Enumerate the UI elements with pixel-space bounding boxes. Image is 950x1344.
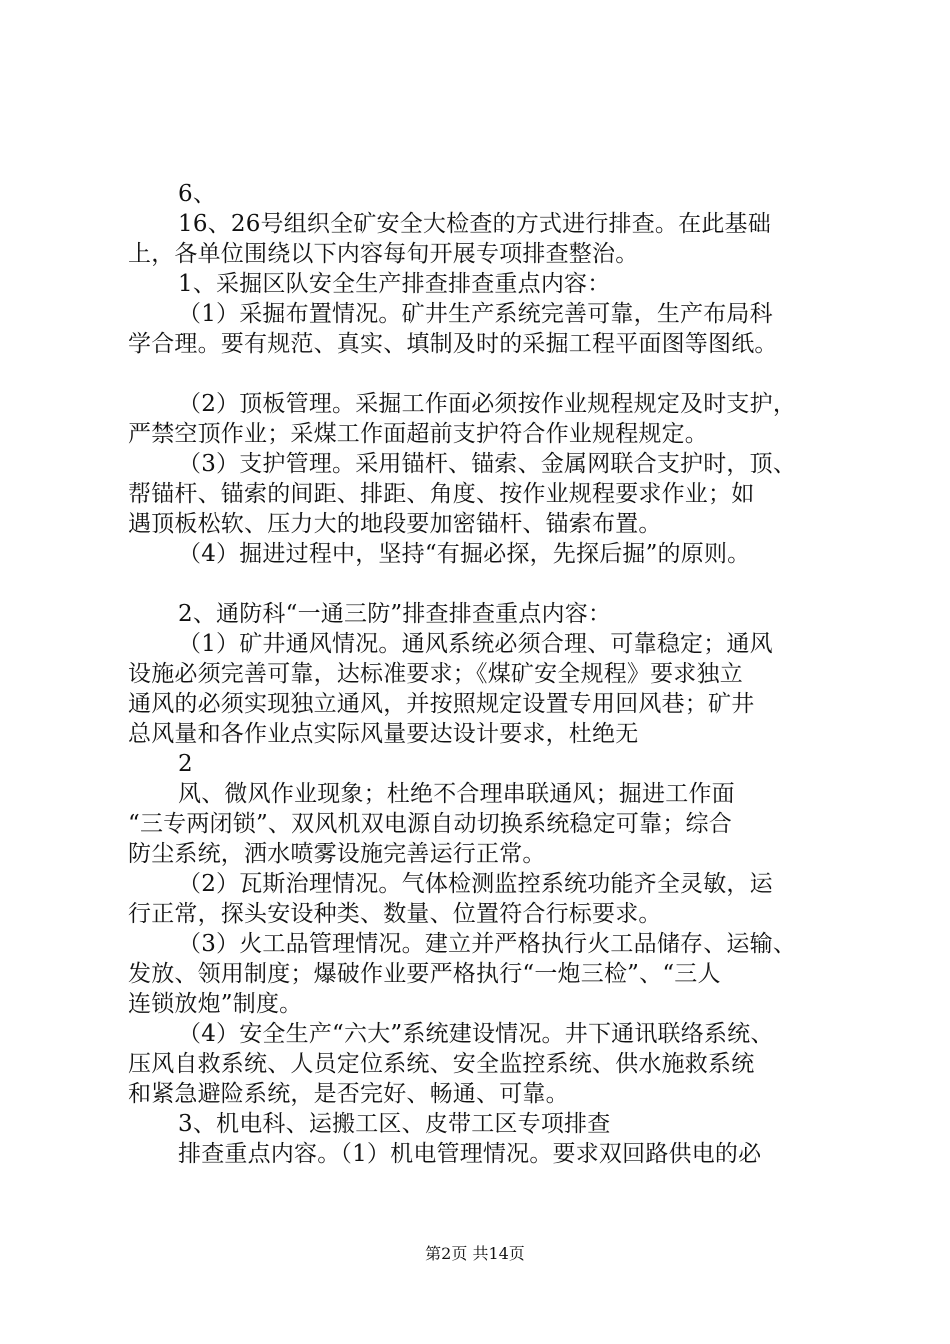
text-line: （1）采掘布置情况。矿井生产系统完善可靠，生产布局科 (178, 301, 773, 327)
page-footer: 第2页 共14页 (425, 1244, 525, 1263)
text-line: 压风自救系统、人员定位系统、安全监控系统、供水施救系统 (128, 1051, 755, 1077)
text-line: （2）顶板管理。采掘工作面必须按作业规程规定及时支护， (178, 391, 797, 417)
text-line: 3、机电科、运搬工区、皮带工区专项排查 (178, 1111, 611, 1137)
text-line: 连锁放炮”制度。 (128, 991, 303, 1017)
text-line: 发放、领用制度；爆破作业要严格执行“一炮三检”、“三人 (128, 961, 721, 987)
text-line: 风、微风作业现象；杜绝不合理串联通风；掘进工作面 (178, 781, 735, 807)
text-line: 排查重点内容。（1）机电管理情况。要求双回路供电的必 (178, 1141, 762, 1167)
text-line: 设施必须完善可靠，达标准要求；《煤矿安全规程》要求独立 (128, 661, 743, 687)
text-line: 总风量和各作业点实际风量要达设计要求，杜绝无 (128, 721, 639, 747)
text-line: 16、26号组织全矿安全大检查的方式进行排查。在此基础 (178, 211, 771, 237)
text-line: “三专两闭锁”、双风机双电源自动切换系统稳定可靠；综合 (128, 811, 732, 837)
text-line: 6、 (178, 181, 217, 207)
text-line: 和紧急避险系统，是否完好、畅通、可靠。 (128, 1081, 569, 1107)
text-line: 严禁空顶作业；采煤工作面超前支护符合作业规程规定。 (128, 421, 708, 447)
text-line: （2）瓦斯治理情况。气体检测监控系统功能齐全灵敏，运 (178, 871, 773, 897)
text-line: 通风的必须实现独立通风，并按照规定设置专用回风巷；矿井 (128, 691, 755, 717)
text-line: 上，各单位围绕以下内容每旬开展专项排查整治。 (128, 241, 639, 267)
text-line: （3）火工品管理情况。建立并严格执行火工品储存、运输、 (178, 931, 797, 957)
text-line: （4）安全生产“六大”系统建设情况。井下通讯联络系统、 (178, 1021, 774, 1047)
text-line: 2、通防科“一通三防”排查排查重点内容： (178, 601, 612, 627)
text-line: （1）矿井通风情况。通风系统必须合理、可靠稳定；通风 (178, 631, 773, 657)
text-line: （3）支护管理。采用锚杆、锚索、金属网联合支护时，顶、 (178, 451, 797, 477)
text-line: 1、采掘区队安全生产排查排查重点内容： (178, 271, 611, 297)
text-line: 遇顶板松软、压力大的地段要加密锚杆、锚索布置。 (128, 511, 662, 537)
text-line: 防尘系统，洒水喷雾设施完善运行正常。 (128, 841, 546, 867)
page-number-marker: 2 (178, 751, 193, 777)
text-line: 行正常，探头安设种类、数量、位置符合行标要求。 (128, 901, 662, 927)
text-line: 帮锚杆、锚索的间距、排距、角度、按作业规程要求作业；如 (128, 481, 755, 507)
text-line: 学合理。要有规范、真实、填制及时的采掘工程平面图等图纸。 (128, 331, 778, 357)
text-line: （4）掘进过程中，坚持“有掘必探，先探后掘”的原则。 (178, 541, 751, 567)
